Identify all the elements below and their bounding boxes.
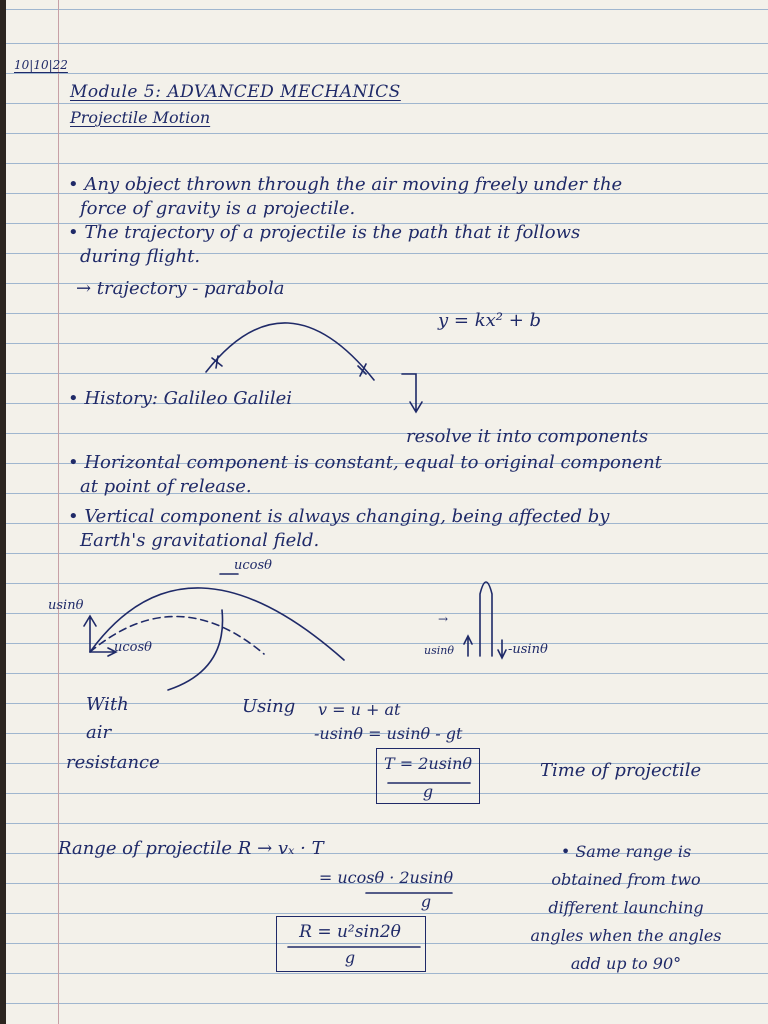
bullet-5-line-1: • Vertical component is always changing, being affected by (68, 506, 610, 527)
resolve-arrow (402, 374, 422, 412)
vertical-component-label: usinθ (48, 598, 84, 613)
bullet-1-line-1: • Any object thrown through the air moving freely under the (68, 174, 623, 195)
small-arrow: → (438, 612, 449, 626)
range-step-numerator: = ucosθ · 2usinθ (318, 868, 454, 887)
vertical-equation: -usinθ = usinθ - gt (314, 724, 463, 743)
bullet-4-line-1: • Horizontal component is constant, equal to original component (68, 452, 662, 473)
page-subtitle: Projectile Motion (70, 108, 211, 127)
parabola-equation: y = kx² + b (438, 310, 542, 331)
time-formula-denominator: g (422, 782, 434, 801)
range-step-denominator: g (420, 892, 432, 911)
time-formula-numerator: T = 2usinθ (384, 754, 472, 773)
suvat-equation: v = u + at (318, 700, 401, 719)
air-resistance-pointer (168, 610, 223, 690)
range-formula-denominator: g (344, 948, 356, 967)
bullet-3: → trajectory - parabola (76, 278, 285, 299)
horizontal-component-label: ucosθ (114, 640, 152, 655)
page-title: Module 5: ADVANCED MECHANICS (70, 82, 401, 102)
vertical-motion-path (480, 582, 492, 656)
apex-label: ucosθ (234, 558, 272, 573)
time-of-projectile-label: Time of projectile (540, 760, 702, 781)
note-line-2: obtained from two (551, 870, 701, 889)
using-label: Using (242, 696, 296, 717)
bullet-2-line-2: during flight. (80, 246, 201, 267)
bullet-4-line-2: at point of release. (80, 476, 252, 497)
up-label: usinθ (424, 644, 454, 657)
vertical-up-arrow (464, 636, 472, 656)
note-line-5: add up to 90° (570, 954, 682, 973)
resolve-label: resolve it into components (406, 426, 649, 447)
note-line-4: angles when the angles (530, 926, 722, 945)
range-line-1: Range of projectile R → vₓ · T (58, 838, 324, 859)
date: 10|10|22 (14, 58, 68, 72)
notebook-page (6, 0, 768, 1024)
history-line: • History: Galileo Galilei (68, 388, 293, 409)
note-line-1: • Same range is (560, 842, 692, 861)
range-formula-numerator: R = u²sin2θ (299, 922, 401, 942)
air-resistance-line-2: air (86, 722, 112, 743)
air-resistance-line-3: resistance (66, 752, 160, 773)
bullet-5-line-2: Earth's gravitational field. (80, 530, 320, 551)
parabola-curve (206, 323, 374, 380)
down-label: -usinθ (508, 642, 548, 657)
bullet-2-line-1: • The trajectory of a projectile is the path that it follows (68, 222, 581, 243)
vertical-down-arrow (498, 640, 506, 658)
note-line-3: different launching (548, 898, 704, 917)
bullet-1-line-2: force of gravity is a projectile. (80, 198, 356, 219)
air-resistance-line-1: With (86, 694, 129, 715)
